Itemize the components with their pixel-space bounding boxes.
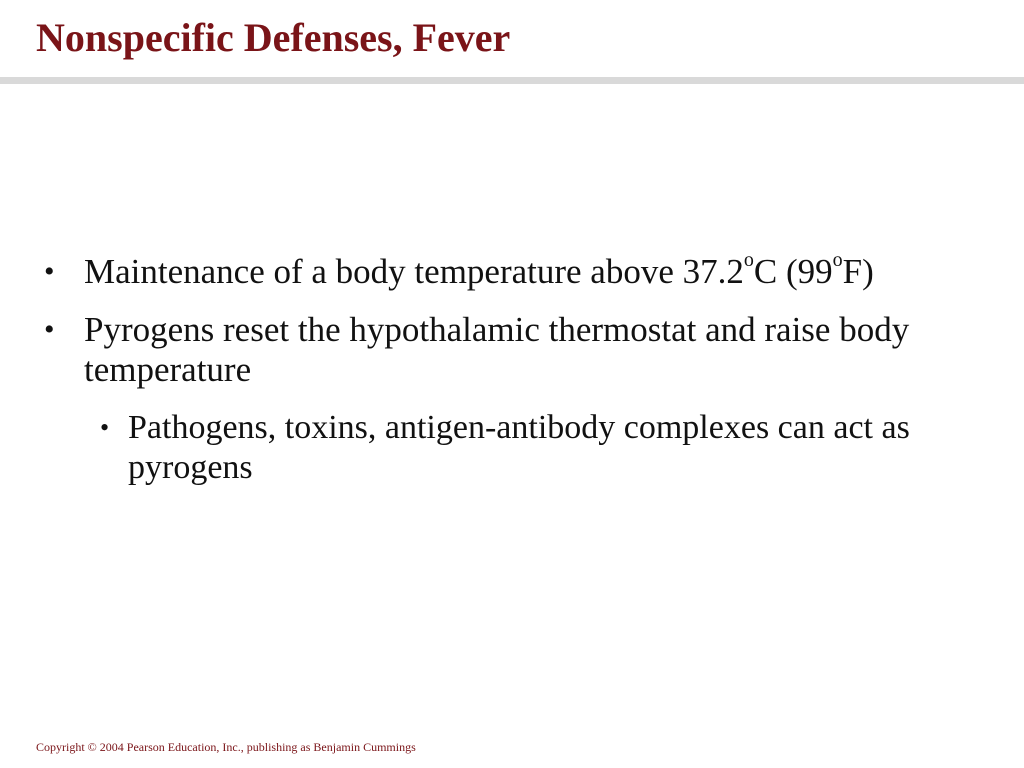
bullet-text-part: C (99 [753,252,833,291]
degree-superscript: o [743,249,754,272]
title-divider [0,77,1024,84]
bullet-text-part: Maintenance of a body temperature above 37.2 [84,252,744,291]
bullet-text: Pyrogens reset the hypothalamic thermostat and raise body temperature [84,310,910,389]
sub-bullet-text: Pathogens, toxins, antigen-antibody complexes can act as pyrogens [128,409,910,486]
copyright-footer: Copyright © 2004 Pearson Education, Inc., publishing as Benjamin Cummings [36,740,416,754]
bullet-marker: • [44,313,55,346]
sub-bullet-marker: • [100,413,110,442]
bullet-item [0,249,984,292]
slide-content [0,249,1024,506]
sub-bullet-item [0,408,998,488]
bullet-marker: • [44,255,55,288]
slide-title: Nonspecific Defenses, Fever [36,15,511,60]
bullet-item [0,310,984,390]
degree-superscript: o [832,249,843,272]
bullet-text-part: F) [842,252,874,291]
